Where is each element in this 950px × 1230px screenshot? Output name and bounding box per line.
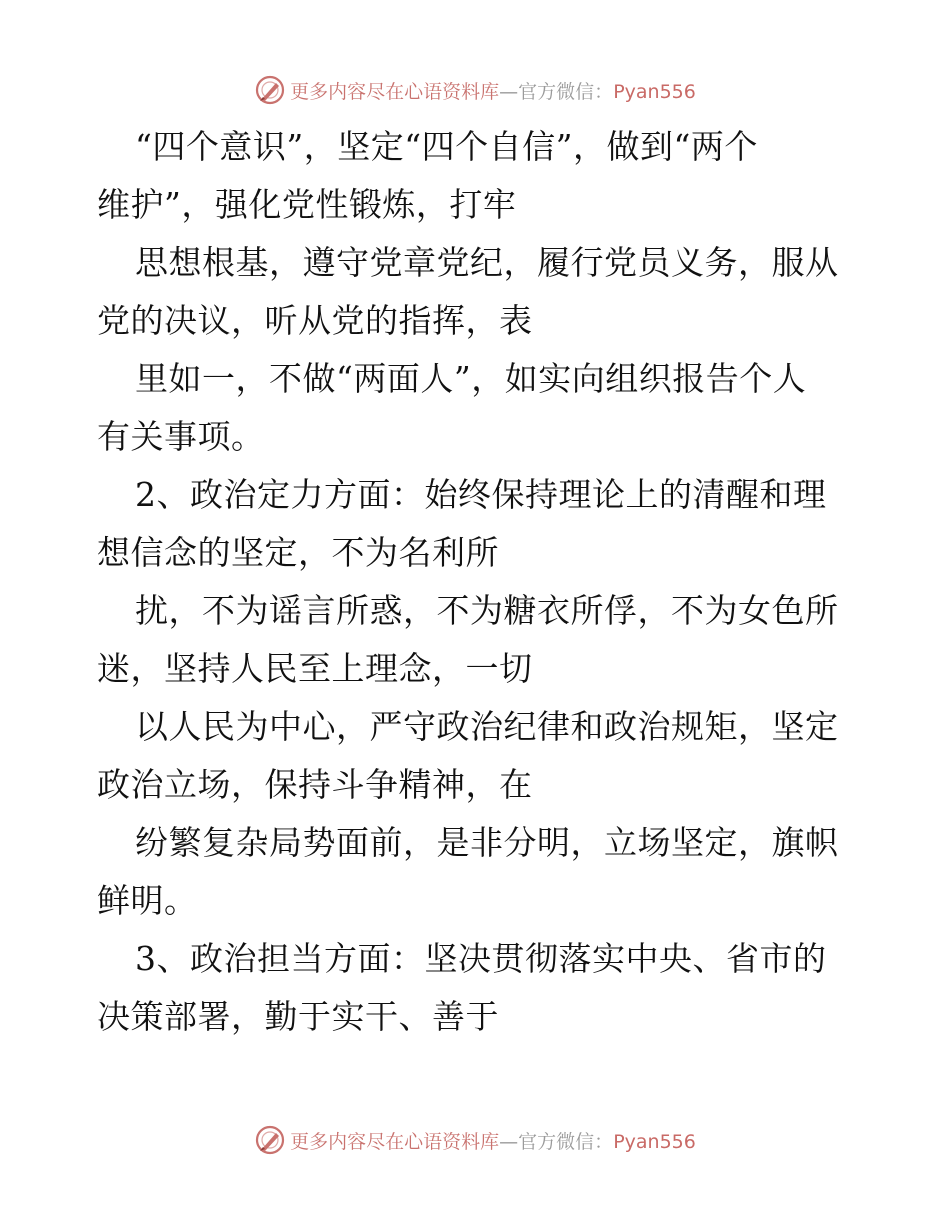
header-banner-slogan: 更多内容尽在心语资料库 bbox=[290, 80, 500, 103]
footer-banner-wechat-label: 官方微信： bbox=[518, 1130, 614, 1153]
footer-banner bbox=[0, 1120, 950, 1160]
paragraph-line: 2、政治定力方面：始终保持理论上的清醒和理 bbox=[135, 475, 827, 514]
header-banner-wechat-id: Pyan556 bbox=[613, 80, 696, 103]
paragraph-line: 纷繁复杂局势面前，是非分明，立场坚定，旗帜 bbox=[135, 823, 839, 862]
header-banner-dash: — bbox=[499, 80, 519, 103]
footer-banner-slogan: 更多内容尽在心语资料库 bbox=[290, 1130, 500, 1153]
paragraph bbox=[97, 466, 857, 582]
paragraph bbox=[97, 118, 857, 234]
paragraph-line: 扰，不为谣言所惑，不为糖衣所俘，不为女色所 bbox=[135, 591, 839, 630]
paragraph-line: “四个意识”，坚定“四个自信”，做到“两个 bbox=[135, 127, 758, 166]
paragraph-line: 决策部署，勤于实干、善于 bbox=[97, 997, 499, 1036]
quill-pen-logo-icon bbox=[254, 74, 286, 106]
paragraph-line: 里如一，不做“两面人”，如实向组织报告个人 bbox=[135, 359, 807, 398]
header-banner-wechat-label: 官方微信： bbox=[518, 80, 614, 103]
paragraph-line: 维护”，强化党性锻炼，打牢 bbox=[97, 185, 517, 224]
paragraph bbox=[97, 234, 857, 350]
paragraph bbox=[97, 814, 857, 930]
paragraph bbox=[97, 582, 857, 698]
paragraph bbox=[97, 350, 857, 466]
paragraph-line: 鲜明。 bbox=[97, 881, 198, 920]
paragraph-line: 思想根基，遵守党章党纪，履行党员义务，服从 bbox=[135, 243, 839, 282]
quill-pen-logo-icon bbox=[254, 1124, 286, 1156]
document-body bbox=[97, 118, 857, 1046]
footer-banner-text bbox=[290, 1127, 696, 1154]
paragraph-line: 有关事项。 bbox=[97, 417, 265, 456]
paragraph bbox=[97, 698, 857, 814]
header-banner-text bbox=[290, 77, 696, 104]
paragraph-line: 3、政治担当方面：坚决贯彻落实中央、省市的 bbox=[135, 939, 827, 978]
paragraph-line: 以人民为中心，严守政治纪律和政治规矩，坚定 bbox=[135, 707, 839, 746]
footer-banner-wechat-id: Pyan556 bbox=[613, 1130, 696, 1153]
paragraph-line: 党的决议，听从党的指挥，表 bbox=[97, 301, 533, 340]
footer-banner-dash: — bbox=[499, 1130, 519, 1153]
paragraph bbox=[97, 930, 857, 1046]
paragraph-line: 想信念的坚定，不为名利所 bbox=[97, 533, 499, 572]
header-banner bbox=[0, 70, 950, 110]
paragraph-line: 政治立场，保持斗争精神，在 bbox=[97, 765, 533, 804]
paragraph-line: 迷，坚持人民至上理念，一切 bbox=[97, 649, 533, 688]
